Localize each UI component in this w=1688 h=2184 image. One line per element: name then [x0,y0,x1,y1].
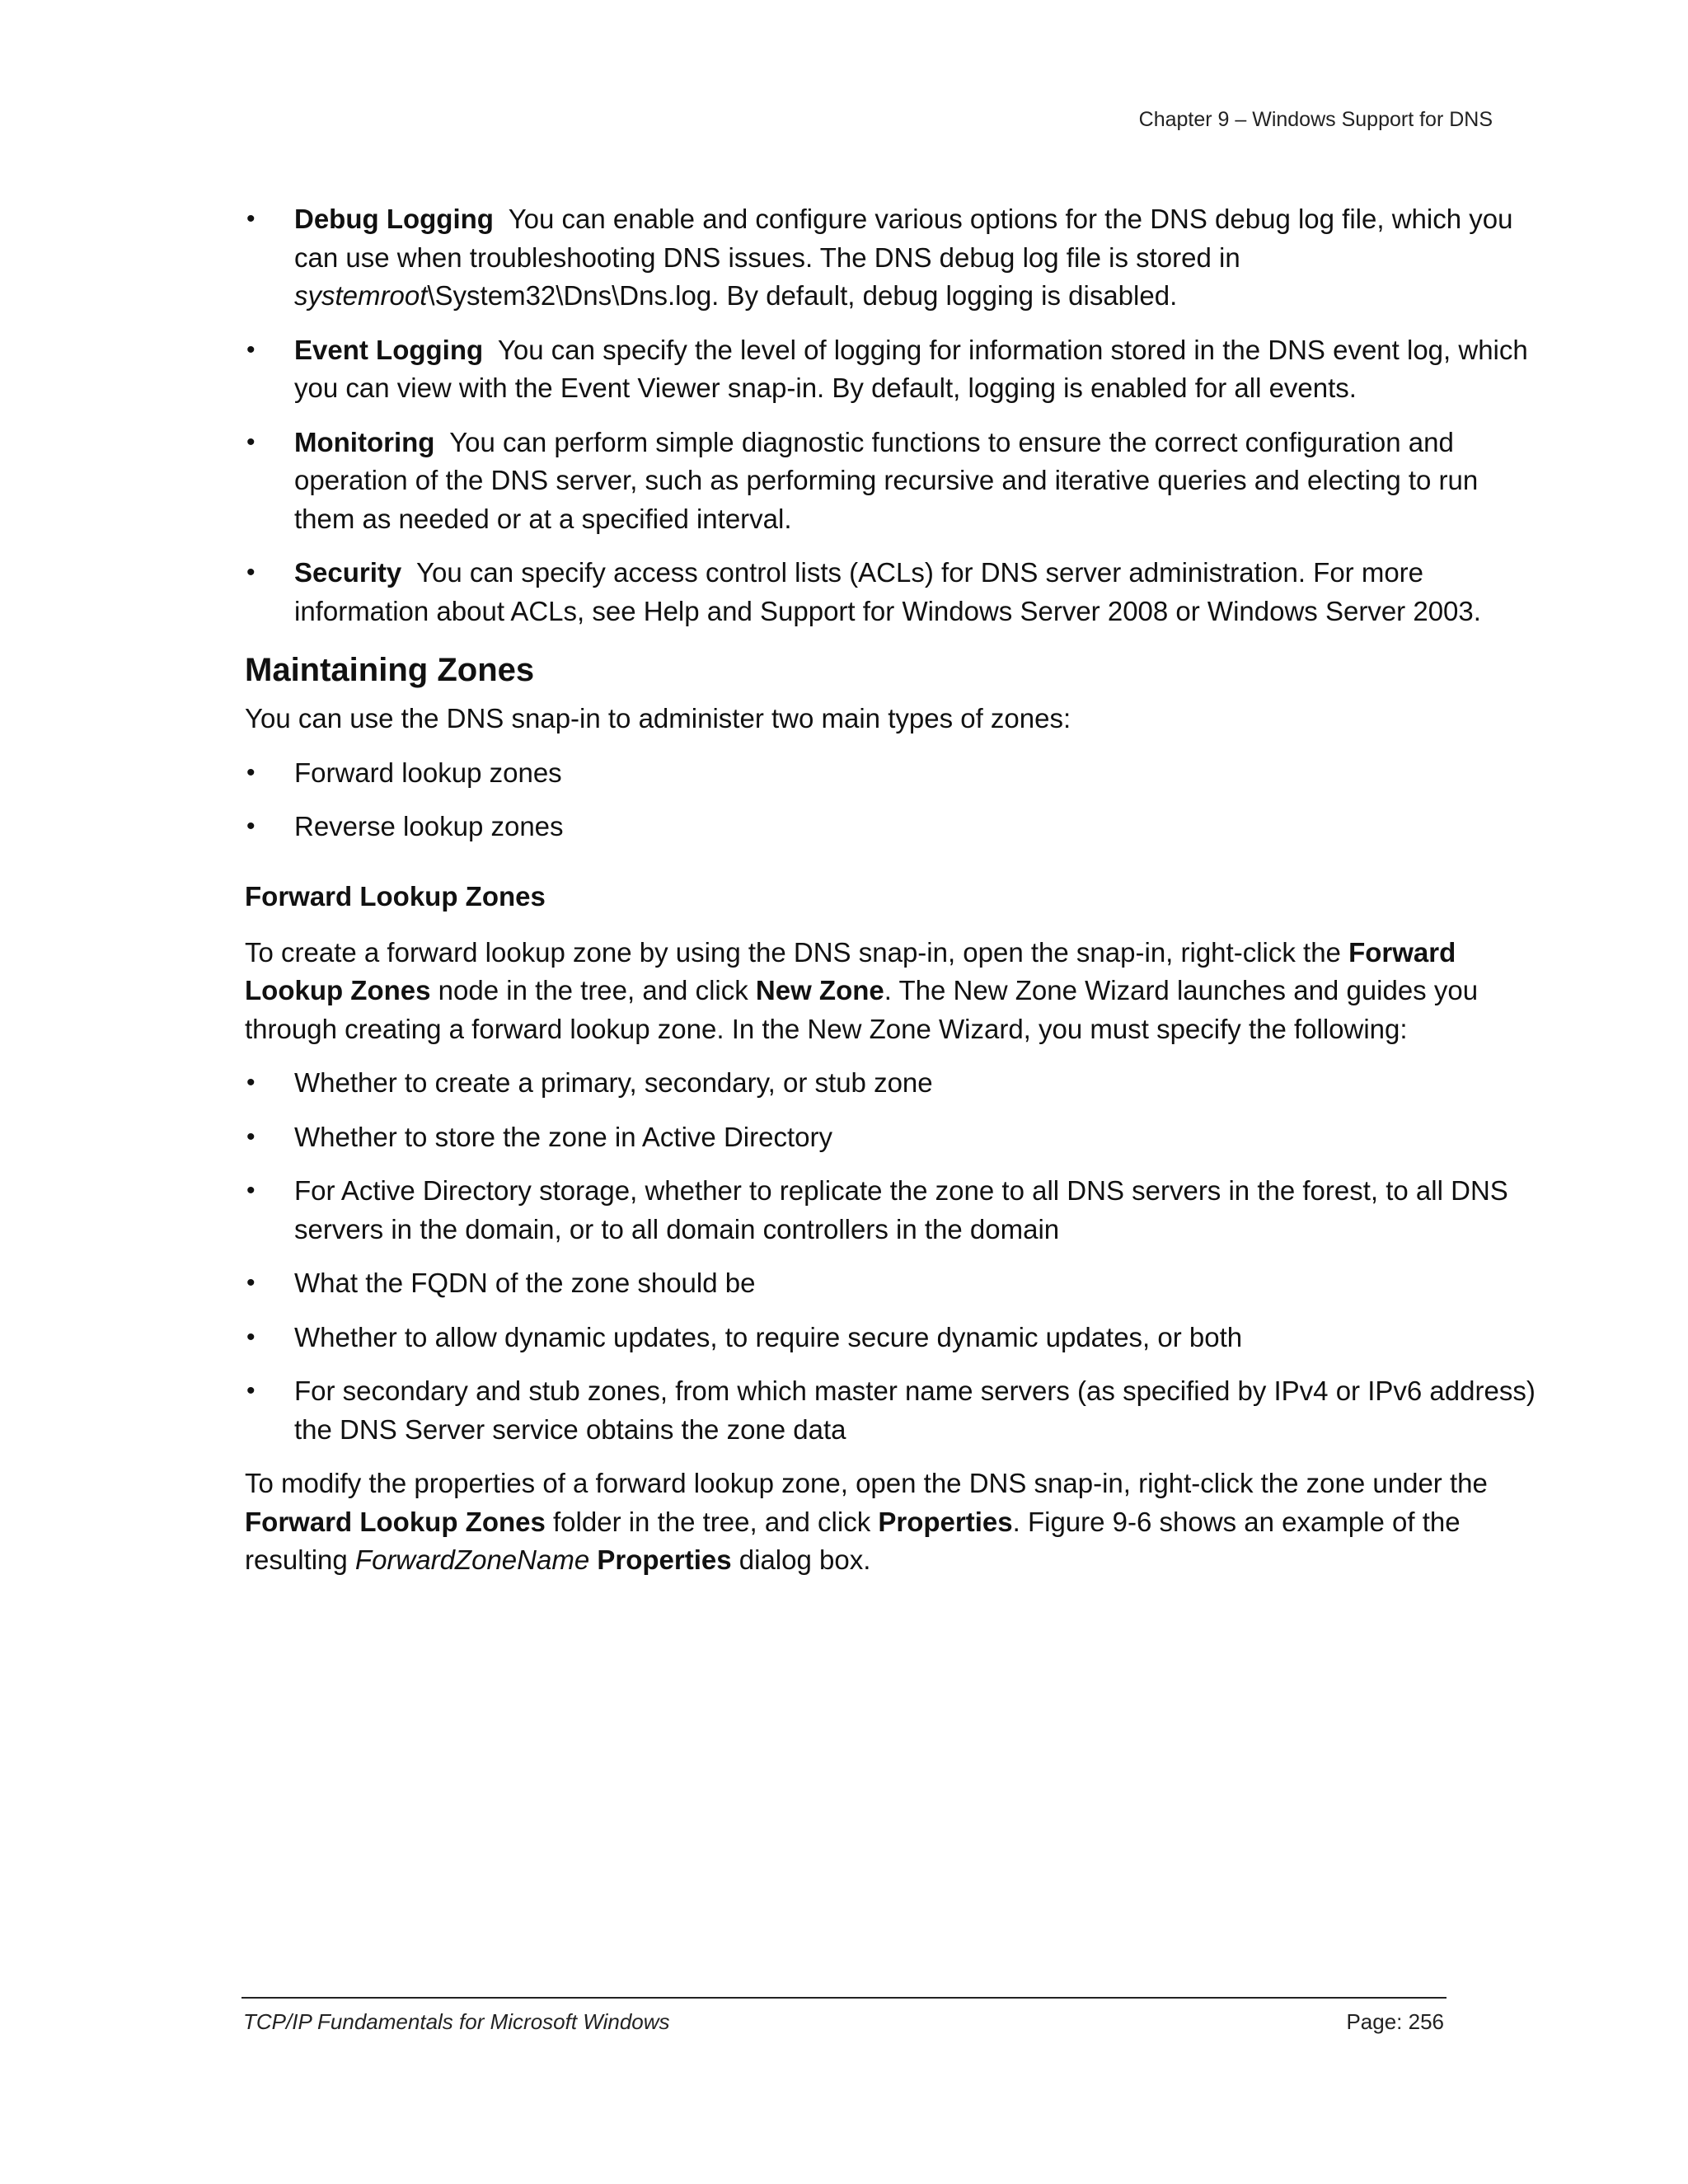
list-item: • For Active Directory storage, whether to replicate the zone to all DNS servers in the forest, to all DNS servers in the domain, or to all domain controllers in the domain [245,1172,1545,1249]
bold-run: Forward Lookup Zones [245,1506,546,1537]
term-security: Security [294,557,402,588]
item-text: You can perform simple diagnostic functions to ensure the correct configuration and operation of the DNS server, such as performing recursive and iterative queries and electing to run them as needed or at a specified interval. [294,426,1479,534]
subsection-heading: Forward Lookup Zones [245,880,546,912]
text-run: . Figure 9-6 shows an example of the resulting [245,1506,1461,1575]
bold-run: Properties [878,1506,1013,1537]
list-item: • Reverse lookup zones [245,808,1545,846]
path-rest: \System32\Dns\Dns.log. By default, debug logging is disabled. [427,280,1178,311]
footer-title: TCP/IP Fundamentals for Microsoft Windows [243,2009,670,2034]
footer-rule [241,1997,1447,1999]
list-item: • Forward lookup zones [245,754,1545,793]
bold-run: Properties [597,1544,732,1575]
item-text: You can specify access control lists (ACLs) for DNS server administration. For more information about ACLs, see Help and Support for Windows Server 2008 or Windows Server 2003. [294,557,1481,626]
term-monitoring: Monitoring [294,426,435,457]
paragraph [245,934,1545,1049]
bold-run: New Zone [755,975,884,1005]
list-item: • Whether to allow dynamic updates, to require secure dynamic updates, or both [245,1319,1545,1357]
wizard-requirements-list [245,1064,1545,1449]
bold-run: Forward Lookup Zones [245,936,1456,1005]
list-item: • Whether to create a primary, secondary, or stub zone [245,1064,1545,1103]
text-run: dialog box. [731,1544,871,1575]
list-item [245,424,1545,539]
running-head: Chapter 9 – Windows Support for DNS [1138,108,1493,131]
text-run: To modify the properties of a forward lookup zone, open the DNS snap-in, right-click the zone under the [245,1468,1488,1498]
item-text: You can enable and configure various options for the DNS debug log file, which you can use when troubleshooting DNS issues. The DNS debug log file is stored in [294,204,1513,273]
italic-run: ForwardZoneName [354,1544,590,1575]
text-run: node in the tree, and click [430,975,756,1005]
zone-type-list [245,754,1545,846]
list-item: • What the FQDN of the zone should be [245,1264,1545,1303]
path-italic: systemroot [294,280,428,311]
page-number: Page: 256 [1346,2009,1444,2034]
item-text: You can specify the level of logging for information stored in the DNS event log, which you can view with the Event Viewer snap-in. By default, logging is enabled for all events. [294,334,1528,403]
list-item: • For secondary and stub zones, from which master name servers (as specified by IPv4 or IPv6 address) the DNS Server service obtains the zone data [245,1372,1545,1449]
list-item [245,331,1545,408]
term-event-logging: Event Logging [294,334,484,365]
list-item [245,554,1545,630]
page-content [245,200,1545,1596]
text-run: folder in the tree, and click [545,1506,879,1537]
list-item [245,200,1545,316]
feature-list [245,200,1545,630]
text-run: To create a forward lookup zone by using the DNS snap-in, open the snap-in, right-click the [245,936,1349,968]
section-intro: You can use the DNS snap-in to administer two main types of zones: [245,703,1071,733]
paragraph [245,1465,1545,1580]
term-debug-logging: Debug Logging [294,204,494,234]
section-heading: Maintaining Zones [245,652,535,688]
list-item: • Whether to store the zone in Active Directory [245,1118,1545,1157]
text-run: . The New Zone Wizard launches and guides you through creating a forward lookup zone. In the New Zone Wizard, you must specify the following: [245,975,1479,1044]
